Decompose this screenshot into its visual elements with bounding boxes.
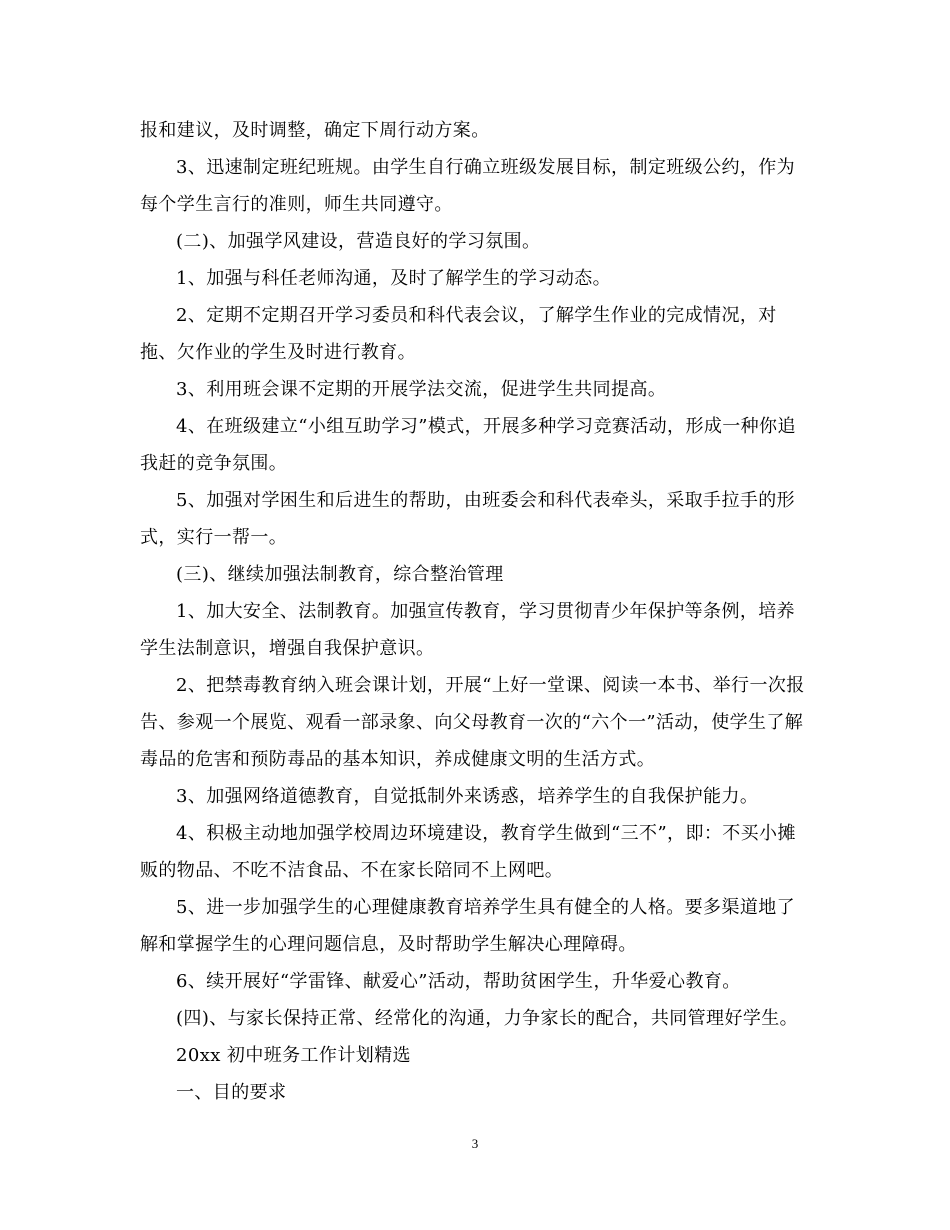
document-body <box>140 112 812 1111</box>
text-line: 报和建议，及时调整，确定下周行动方案。 <box>140 120 490 141</box>
text-line: 一、目的要求 <box>176 1082 287 1103</box>
text-line: 毒品的危害和预防毒品的基本知识，养成健康文明的生活方式。 <box>140 749 656 770</box>
text-line: 2、定期不定期召开学习委员和科代表会议，了解学生作业的完成情况，对 <box>176 305 777 326</box>
text-line: (三)、继续加强法制教育，综合整治管理 <box>176 564 504 585</box>
text-line: 5、加强对学困生和后进生的帮助，由班委会和科代表牵头，采取手拉手的形 <box>176 490 796 511</box>
text-line: 式，实行一帮一。 <box>140 527 288 548</box>
text-line: 5、进一步加强学生的心理健康教育培养学生具有健全的人格。要多渠道地了 <box>176 897 796 918</box>
text-line: 学生法制意识，增强自我保护意识。 <box>140 638 435 659</box>
text-line: 3、迅速制定班纪班规。由学生自行确立班级发展目标，制定班级公约，作为 <box>176 157 796 178</box>
text-line: 解和掌握学生的心理问题信息，及时帮助学生解决心理障碍。 <box>140 934 637 955</box>
text-line: (四)、与家长保持正常、经常化的沟通，力争家长的配合，共同管理好学生。 <box>176 1008 799 1029</box>
text-line: 4、在班级建立“小组互助学习”模式，开展多种学习竞赛活动，形成一种你追 <box>176 416 796 437</box>
text-line: 1、加大安全、法制教育。加强宣传教育，学习贯彻青少年保护等条例，培养 <box>176 601 796 622</box>
text-line: 我赶的竞争氛围。 <box>140 453 288 474</box>
text-line: 告、参观一个展览、观看一部录象、向父母教育一次的“六个一”活动，使学生了解 <box>140 712 804 733</box>
text-line: 2、把禁毒教育纳入班会课计划，开展“上好一堂课、阅读一本书、举行一次报 <box>176 675 805 696</box>
text-line: 拖、欠作业的学生及时进行教育。 <box>140 342 416 363</box>
text-line: (二)、加强学风建设，营造良好的学习氛围。 <box>176 231 541 252</box>
text-line: 6、续开展好“学雷锋、献爱心”活动，帮助贫困学生，升华爱心教育。 <box>176 971 741 992</box>
text-line: 贩的物品、不吃不洁食品、不在家长陪同不上网吧。 <box>140 860 564 881</box>
page-number: 3 <box>471 1136 479 1151</box>
text-line: 3、利用班会课不定期的开展学法交流，促进学生共同提高。 <box>176 379 667 400</box>
text-line: 20xx 初中班务工作计划精选 <box>176 1045 411 1066</box>
text-line: 3、加强网络道德教育，自觉抵制外来诱惑，培养学生的自我保护能力。 <box>176 786 759 807</box>
text-line: 1、加强与科任老师沟通，及时了解学生的学习动态。 <box>176 268 612 289</box>
text-line: 4、积极主动地加强学校周边环境建设，教育学生做到“三不”，即：不买小摊 <box>176 823 796 844</box>
text-line: 每个学生言行的准则，师生共同遵守。 <box>140 194 453 215</box>
